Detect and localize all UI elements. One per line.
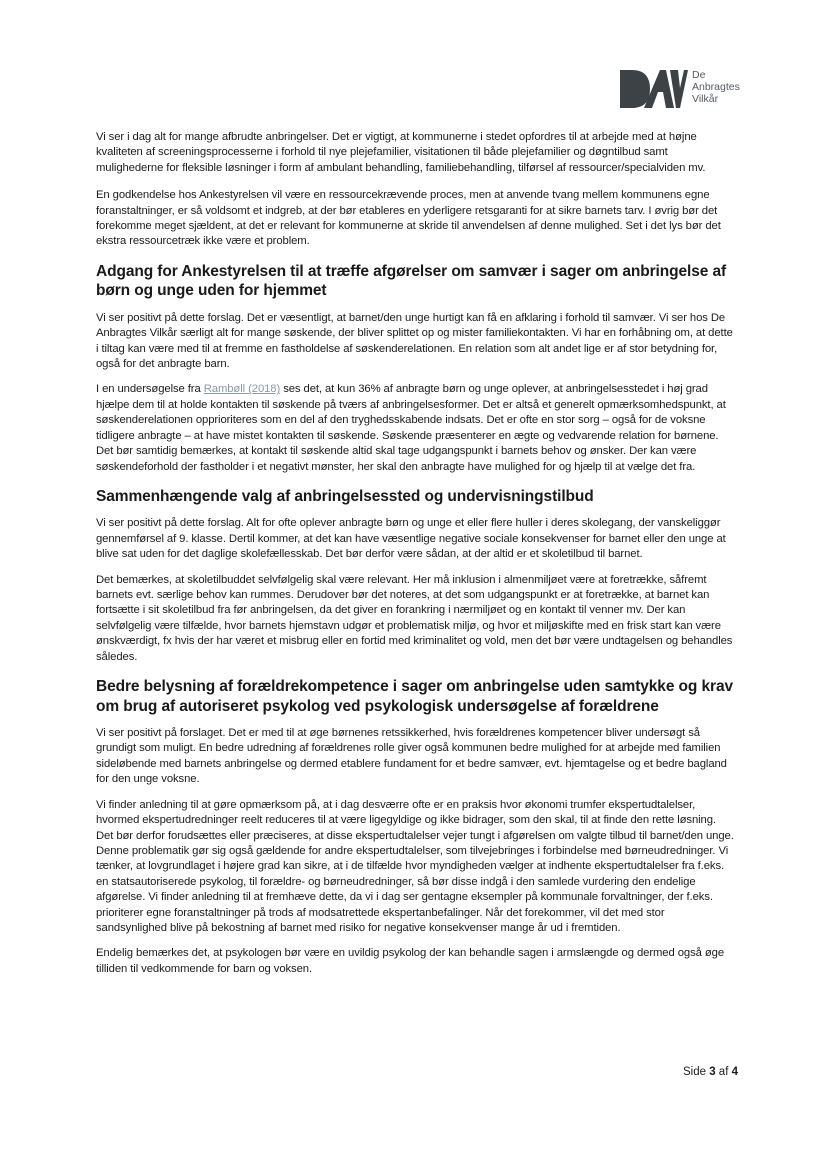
page-number-middle: af [715,1066,732,1078]
paragraph-4 [96,382,736,474]
ramboll-link[interactable]: Rambøll (2018) [203,383,281,396]
page-number-current: 3 [709,1066,716,1078]
paragraph-3: Vi ser positivt på dette forslag. Det er væsentligt, at barnet/den unge hurtigt kan få en afklaring i forhold til samvær. Vi ser hos De Anbragtes Vilkår særligt alt for mange søskende, der bliver splittet op og mister familiekontakten. Vi har en forhåbning om, at dette i tiltag kan være med til at fremme en fastholdelse af søskenderelationen. En relation som alt andet lige er af stor betydning for, også for det anbragte barn. [96,311,733,371]
paragraph-5: Vi ser positivt på dette forslag. Alt for ofte oplever anbragte børn og unge et eller flere huller i deres skolegang, der vanskeliggør gennemførsel af 9. klasse. Dertil kommer, at det kan have væsentlige negative sociale konsekvenser for barnet eller den unge at blive sat uden for det daglige skolefællesskab. Det bør derfor være sådan, at der altid er et skoletilbud til barnet. [96,517,726,561]
paragraph-9: Endelig bemærkes det, at psykologen bør være en uvildig psykolog der kan behandle sagen i armslængde og dermed også øge tilliden til vedkommende for barn og voksen. [96,947,725,975]
paragraph-8: Vi finder anledning til at gøre opmærksom på, at i dag desværre ofte er en praksis hvor økonomi trumfer ekspertudtalelser, hvormed ekspertudredninger reelt reduceres til at være ligegyldige og ikke bidrager, som den skal, til at finde den rette løsning. Det bør derfor forudsættes eller præciseres, at disse ekspertudtalelser vejer tungt i afgørelsen om valgte tilbud til barnet/den unge. Denne problematik gør sig også gældende for andre ekspertudtalelser, som tilvejebringes i forbindelse med børneudredninger. Vi tænker, at lovgrundlaget i højere grad kan sikre, at i de tilfælde hvor myndigheden vælger at indhente ekspertudtalelser fra f.eks. en statsautoriserede psykolog, til forældre- og børneudredninger, så bør disse indgå i den samlede vurdering den endelige afgørelse. Vi finder anledning til at fremhæve dette, da vi i dag ser gentagne eksempler på kommunale forvaltninger, der f.eks. prioriterer egne foranstaltninger på trods af modsatrettede ekspertanbefalinger. Når det forekommer, vil det med stor sandsynlighed blive på bekostning af barnet med risiko for negative konsekvenser mange år ud i fremtiden. [96,798,734,934]
paragraph-6: Det bemærkes, at skoletilbuddet selvfølgelig skal være relevant. Her må inklusion i almenmiljøet være at foretrække, såfremt barnets evt. særlige behov kan rummes. Derudover bør det noteres, at det som udgangspunkt er at foretrække, at barnet kan fortsætte i sit skoletilbud fra før anbringelsen, da det giver en forankring i nærmiljøet og en kontakt til venner mv. Der kan selvfølgelig være tilfælde, hvor barnets hjemstavn udgør et problematisk miljø, og hvor et miljøskifte med en frisk start kan være ønskværdigt, fx hvis der har været et misbrug eller en fortid med kriminalitet og vold, men det bør være undtagelsen og behandles således. [96,573,733,663]
section-heading-undervisning: Sammenhængende valg af anbringelsessted og undervisningstilbud [96,487,594,505]
section-heading-foraeldrekompetence: Bedre belysning af forældrekompetence i sager om anbringelse uden samtykke og krav om brug af autoriseret psykolog ved psykologisk undersøgelse af forældrene [96,678,733,715]
page-number-total: 4 [731,1066,738,1078]
main-content [96,130,736,977]
paragraph-4-start: I en undersøgelse fra [96,383,204,396]
paragraph-1: Vi ser i dag alt for mange afbrudte anbringelser. Det er vigtigt, at kommunerne i stedet opfordres til at arbejde med at højne kvaliteten af screeningsprocesserne i forhold til nye plejefamilier, visitationen til både plejefamilier og døgntilbud samt mulighederne for fleksible løsninger i form af ambulant behandling, familiebehandling, tilførsel af ressourcer/specialviden mv. [96,131,706,174]
logo-text-line-3: Vilkår [692,93,719,105]
section-heading-samvaer: Adgang for Ankestyrelsen til at træffe afgørelser om samvær i sager om anbringelse af børn og unge uden for hjemmet [96,262,727,300]
paragraph-2: En godkendelse hos Ankestyrelsen vil være en ressourcekrævende proces, men at anvende tvang mellem kommunens egne foranstaltninger, er så voldsomt et indgreb, at der bør etableres en yderligere retsgaranti for at sikre barnets tarv. I øvrig bør det forekomme meget sjældent, at det er relevant for kommunerne at skride til anvendelsen af denne mulighed. Set i det lys bør det ekstra ressourcetræk ikke være et problem. [96,189,721,248]
logo-mark-icon [620,68,688,110]
page-number-prefix: Side [682,1066,710,1078]
paragraph-4-rest: ses det, at kun 36% af anbragte børn og unge oplever, at anbringelsesstedet i høj grad hjælpe dem til at holde kontakten til søskende på tværs af anbringelsesformer. Det er altså et generelt opmærksomhedspunkt, at søskenderelationen opprioriteres som en del af den tryghedsskabende indsats. Det er ofte en stor sorg – også for de voksne tidligere anbragte – at have mistet kontakten til søskende. Søskende præsenterer en ægte og vedvarende relation for børnene. Det bør samtidig bemærkes, at kontakt til søskende altid skal tage udgangspunkt i barnets behov og ønsker. Der kan være søskendeforhold der fastholder i et negativt mønster, her skal den anbragte have mulighed for og hjælp til at vælge det fra. [96,383,726,473]
logo-text-line-1: De [692,69,706,81]
page-number [683,1066,738,1078]
logo-text-line-2: Anbragtes [692,81,740,93]
paragraph-7: Vi ser positivt på forslaget. Det er med til at øge børnenes retssikkerhed, hvis forældrenes kompetencer bliver undersøgt så grundigt som muligt. En bedre udredning af forældrenes rolle giver også kommunen bedre mulighed for at arbejde med familien sideløbende med barnets anbringelse og dermed etablere fundament for et bedre samvær, evt. hjemtagelse og et bedre bagland for den unge voksne. [96,727,727,786]
logo [620,68,760,112]
